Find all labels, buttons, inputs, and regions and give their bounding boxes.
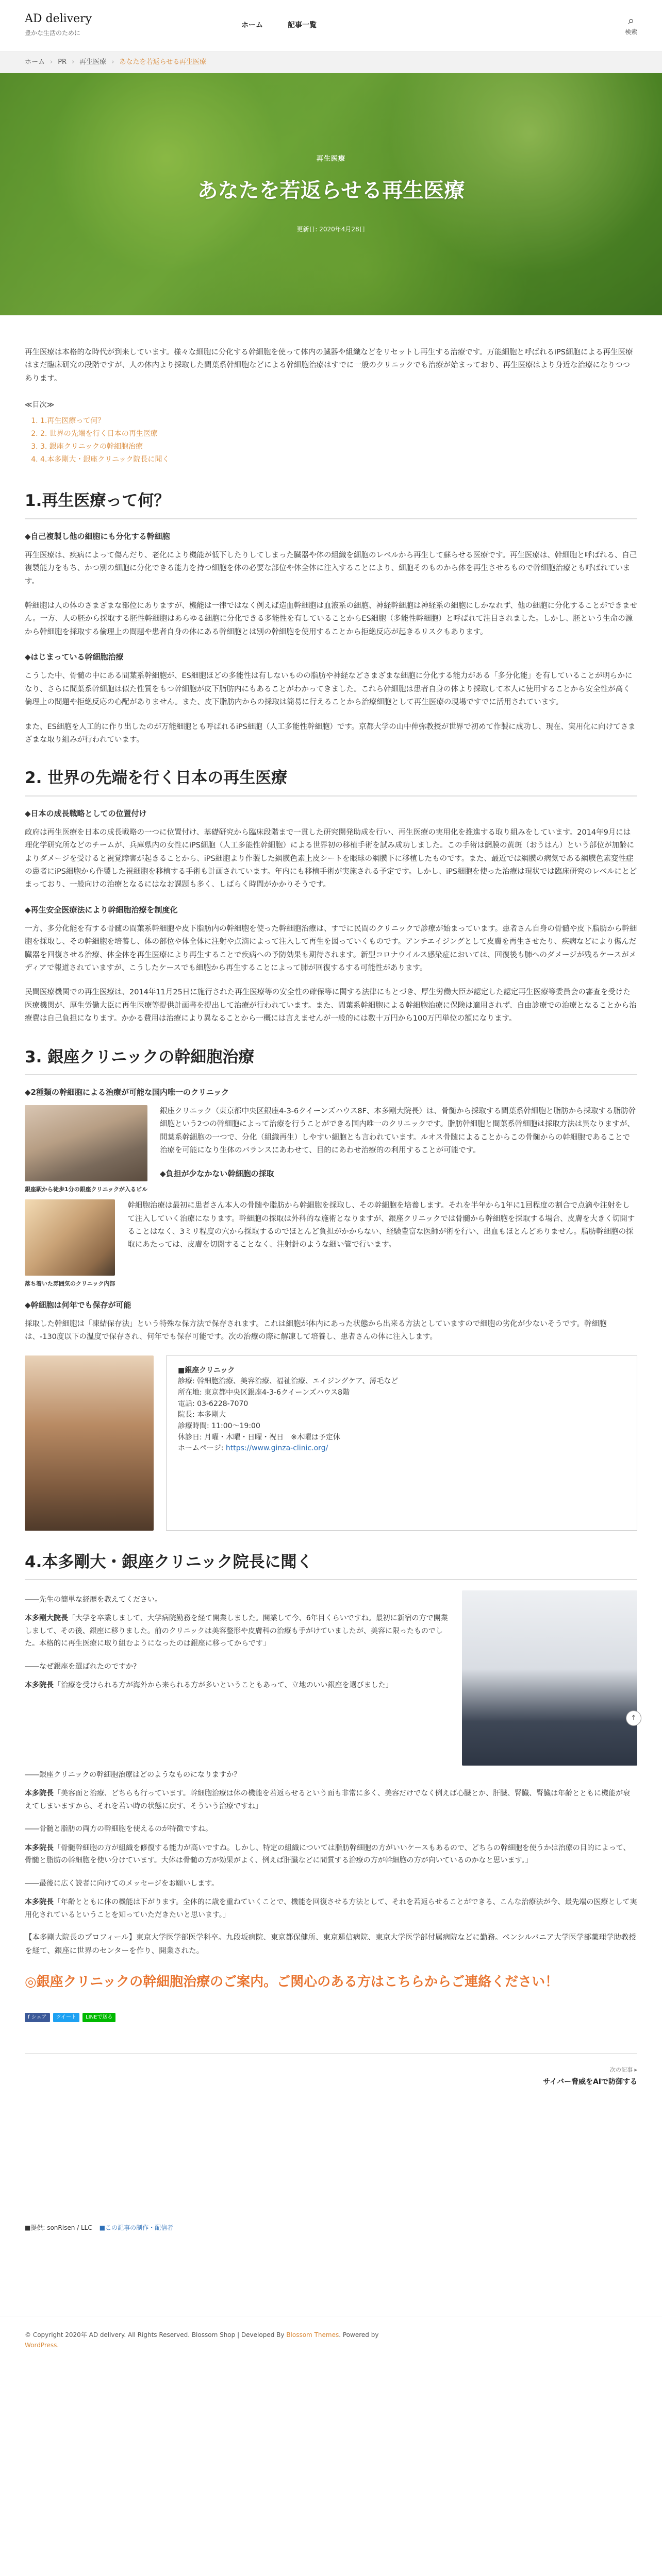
- breadcrumb-current: あなたを若返らせる再生医療: [119, 58, 207, 66]
- clinic-info-box: [166, 1355, 637, 1531]
- clinic-interior-photo: [25, 1199, 115, 1276]
- subheading: ◆幹細胞は何年でも保存が可能: [25, 1300, 131, 1310]
- clinic-room-photo: [25, 1355, 154, 1531]
- clinic-block: [25, 1199, 637, 1289]
- contact-cta-link[interactable]: ◎銀座クリニックの幹細胞治療のご案内。ご関心のある方はこちらからご連絡ください！: [25, 1974, 559, 1990]
- paragraph: 幹細胞は人の体のさまざまな部位にありますが、機能は一律ではなく例えば造血幹細胞は血液系の細胞、神経幹細胞は神経系の細胞にしかなれず、他の細胞に分化することができません。一方、人の胚から採取する胚性幹細胞はあらゆる細胞に分化できる多能性を有していることからES細胞（多能性幹細胞）と呼ばれて注目されました。しかし、胚という生命の源から幹細胞を採取する倫理上の問題や患者自身の体にある幹細胞とは別の幹細胞を使用することから拒絶反応が起きるリスクもあります。: [25, 602, 637, 636]
- footer-powered: . Powered by: [339, 2331, 379, 2338]
- subheading: ◆はじまっている幹細胞治療: [25, 652, 124, 662]
- toc-item[interactable]: 4. 4.本多剛大・銀座クリニック院長に聞く: [40, 453, 637, 466]
- director-profile: 【本多剛大院長のプロフィール】東京大学医学部医学科卒。九段坂病院、東京都保健所、東京逓信病院、東京大学医学部付属病院などに勤務。ペンシルバニア大学医学部薬理学助教授を経て、銀座に世界のセンターを作り、開業された。: [25, 1934, 636, 1955]
- paragraph: 幹細胞治療は最初に患者さん本人の骨髄や脂肪から幹細胞を採取し、その幹細胞を培養します。それを半年から1年に1回程度の割合で点滴や注射をして注入していく治療になります。幹細胞の採取は外科的な施術となりますが、銀座クリニックでは骨髄から幹細胞を採取する場合、皮膚を大きく切開することはなく、3ミリ程度の穴から採取するのでほとんど負担がかからない、経験豊富な医師が術を行い、出血もほとんどありません。脂肪幹細胞の採取にあたっては、皮膚を切開することなく、注射針のような細い管で行います。: [127, 1201, 635, 1249]
- site-header: [0, 0, 662, 52]
- paragraph: こうした中、骨髄の中にある間葉系幹細胞が、ES細胞ほどの多能性は有しないものの脂肪や神経などさまざまな細胞に分化する能力がある「多分化能」を有していることが明らかになり、さらに間葉系幹細胞は似た性質をもつ幹細胞が皮下脂肪内にもあることがわかってきました。これら幹細胞は患者自身の体より採取して本人に使用することから安全性が高く倫理上の問題や拒絶反応の心配がありません。また、皮下脂肪内からの採取は簡易に行えることから治療細胞として再生医療の現場ですでに活用されています。: [25, 672, 633, 707]
- next-post-link[interactable]: [25, 2053, 637, 2089]
- toc-title[interactable]: ≪目次≫: [25, 401, 55, 410]
- breadcrumb-separator: ›: [111, 58, 114, 66]
- brand: [25, 12, 210, 39]
- table-of-contents: [25, 399, 637, 466]
- toc-item[interactable]: 3. 3. 銀座クリニックの幹細胞治療: [40, 440, 637, 453]
- next-post-label: 次の記事 ▸: [609, 2066, 637, 2073]
- clinic-address: 所在地: 東京都中央区銀座4-3-6クイーンズハウス8階: [178, 1388, 350, 1397]
- hero-banner: [0, 73, 662, 315]
- site-title[interactable]: AD delivery: [25, 12, 92, 25]
- search-button[interactable]: [625, 15, 637, 38]
- clinic-services: 診療: 幹細胞治療、美容治療、福祉治療、エイジングケア、薄毛など: [178, 1377, 399, 1386]
- interview-answer: 本多院長「治療を受けられる方が海外から来られる方が多いということもあって、立地のいい銀座を選びました」: [25, 1681, 393, 1690]
- interview-question: ――銀座クリニックの幹細胞治療はどのようなものになりますか？: [25, 1770, 241, 1779]
- subheading: ◆負担が少なかない幹細胞の採取: [160, 1168, 274, 1178]
- photo-caption: 落ち着いた雰囲気のクリニック内部: [25, 1280, 115, 1287]
- clinic-building-photo: [25, 1105, 147, 1181]
- subheading: ◆日本の成長戦略としての位置付け: [25, 808, 147, 818]
- share-buttons: [25, 2013, 637, 2022]
- section-heading: 1.再生医療って何？: [25, 487, 637, 519]
- clinic-url-link[interactable]: https://www.ginza-clinic.org/: [225, 1444, 328, 1453]
- main-nav: [241, 19, 317, 32]
- clinic-info-row: [25, 1355, 637, 1531]
- interview-answer: 本多院長「美容面と治療、どちらも行っています。幹細胞治療は体の機能を若返らせるという面も非常に多く、美容だけでなく例えば心臓とか、肝臓、腎臓、腎臓は年齢とともに機能が衰えてしまいますから、それを若い時の状態に戻す、そういう治療ですね」: [25, 1789, 631, 1810]
- clinic-hours: 診療時間: 11:00〜19:00: [178, 1421, 260, 1430]
- toc-item[interactable]: 1. 1.再生医療って何？: [40, 415, 637, 428]
- paragraph: 一方、多分化能を有する骨髄の間葉系幹細胞や皮下脂肪内の幹細胞を使った幹細胞治療は、すでに民間のクリニックで診療が始まっています。患者さん自身の骨髄や皮下脂肪から幹細胞を採取し、その幹細胞を培養し、体の部位や体全体に注射や点滴によって注入して再生を図っていくものです。アンチエイジングとして皮膚を再生させたり、疾病などにより傷んだ臓器を回復させる治療、体全体を再生医療により再生することで疾病への予防効果も期待されます。新型コロナウイルス感染症においては、回復後も肺へのダメージが残るケースがメディアで報道されていますが、こうしたケースでも細胞から再生することによって肺が回復するする可能性があります。: [25, 924, 637, 972]
- paragraph: 民間医療機関での再生医療は、2014年11月25日に施行された再生医療等の安全性の確保等に関する法律にもとづき、厚生労働大臣が認定した認定再生医療等委員会の審査を受けた医療機関が、厚生労働大臣に再生医療等提供計画書を提出して治療が行われています。また、間葉系幹細胞による幹細胞治療に保険は適用されず、自由診療での治療となることから治療費は自己負担になります。かかる費用は治療により異なることから一概には言えませんが一般的には数十万円から100万円単位の額になります。: [25, 988, 637, 1023]
- breadcrumb-pr[interactable]: PR: [58, 58, 67, 66]
- intro-paragraph: 再生医療は本格的な時代が到来しています。様々な細胞に分化する幹細胞を使って体内の臓器や組織などをリセットし再生する治療です。万能細胞と呼ばれるiPS細胞による再生医療はまだ臨床研究の段階ですが、人の体内より採取した間葉系幹細胞などによる幹細胞治療はすでに一般のクリニックでも治療が始まっており、再生医療はより身近な治療になりつつあります。: [25, 348, 633, 383]
- interview-question: ――最後に広く読者に向けてのメッセージをお願いします。: [25, 1879, 219, 1888]
- page-title: あなたを若返らせる再生医療: [197, 178, 465, 202]
- back-to-top-button[interactable]: [626, 1710, 641, 1726]
- breadcrumb-category[interactable]: 再生医療: [79, 58, 107, 66]
- interview-question: ――先生の簡単な経歴を教えてください。: [25, 1595, 162, 1604]
- footer-wordpress-link[interactable]: WordPress.: [25, 2342, 59, 2349]
- interview-block: [25, 1590, 637, 1766]
- toc-item[interactable]: 2. 2. 世界の先端を行く日本の再生医療: [40, 428, 637, 440]
- director-portrait-photo: [462, 1590, 637, 1766]
- photo-caption: 銀座駅から徒歩1分の銀座クリニックが入るビル: [25, 1186, 147, 1193]
- clinic-director: 院長: 本多剛大: [178, 1411, 226, 1419]
- article-body: [25, 315, 637, 2089]
- next-post-title: サイバー脅威をAIで防御する: [543, 2078, 637, 2087]
- interview-answer: 本多院長「年齢とともに体の機能は下がります。全体的に歳を重ねていくことで、機能を回復させる方法として、それを若返らせることができる、こんな治療法が今、最先端の医療として実用化されているということを知っていただきたいと思います。」: [25, 1898, 637, 1919]
- twitter-share-button[interactable]: ツイート: [53, 2013, 80, 2022]
- paragraph: また、ES細胞を人工的に作り出したのが万能細胞とも呼ばれるiPS細胞（人工多能性幹細胞）です。京都大学の山中伸弥教授が世界で初めて作製に成功し、現在、実用化に向けてさまざまな取り組みが行われています。: [25, 722, 636, 744]
- paragraph: 政府は再生医療を日本の成長戦略の一つに位置付け、基礎研究から臨床段階まで一貫した研究開発助成を行い、再生医療の実用化を推進する取り組みをしています。2014年9月には理化学研究所などのチームが、兵庫県内の女性にiPS細胞（人工多能性幹細胞）による世界初の移植手術を試み成功しました。この手術は網膜の黄斑（おうはん）という部位が加齢によりダメージを受けると視覚障害が起きることから、iPS細胞より作製した網膜色素上皮シートを眼球の網膜下に移植したものです。また、最近では網膜の病気である網膜色素変性症の患者にiPS細胞から作製した視細胞を移植する手術も計画されています。年内にも移植手術が実施される予定です。しかし、iPS細胞を使った治療は現状では臨床研究のレベルにとどまっており、一般向けの治療となるにはなお課題も多く、しばらく時間がかかりそうです。: [25, 828, 637, 889]
- sponsor-tag[interactable]: ■この記事の制作・配信者: [99, 2224, 174, 2231]
- subheading: ◆自己複製し他の細胞にも分化する幹細胞: [25, 531, 170, 541]
- breadcrumb-separator: ›: [50, 58, 53, 66]
- search-label: 検索: [624, 28, 637, 36]
- interview-answer: 本多院長「骨髄幹細胞の方が組織を修復する能力が高いですね。しかし、特定の組織については脂肪幹細胞の方がいいケースもあるので、どちらの幹細胞を使うかは治療の目的によって、骨髄と脂肪の幹細胞を使い分けています。大体は骨髄の方が効果がよく、例えば肝臓などに間質する治療の方が幹細胞の方が向いているのかなと思います。」: [25, 1843, 631, 1865]
- nav-home[interactable]: ホーム: [241, 21, 263, 30]
- facebook-share-button[interactable]: f シェア: [25, 2013, 50, 2022]
- clinic-block: [25, 1105, 637, 1194]
- paragraph: 再生医療は、疾病によって傷んだり、老化により機能が低下したりしてしまった臓器や体の組織を細胞のレベルから再生して蘇らせる医療です。再生医療は、幹細胞と呼ばれる、自己複製能力をもち、かつ別の細胞に分化できる能力を持つ細胞を体の必要な部位や体全体に注入することにより、細胞そのものから体を再生させるもので幹細胞治療とも呼ばれています。: [25, 551, 637, 586]
- arrow-up-icon: ↑: [631, 1714, 637, 1722]
- paragraph: 採取した幹細胞は「凍結保存法」という特殊な保方法で保存されます。これは細胞が体内にあった状態から出来る方法としていますので細胞の劣化が少ないそうです。幹細胞は、-130度以下の温度で保存され、何年でも保存可能です。次の治療の際に解凍して培養し、患者さんの体に注入します。: [25, 1319, 607, 1342]
- sponsor-label: ■提供: sonRisen / LLC: [25, 2224, 92, 2231]
- line-share-button[interactable]: LINEで送る: [82, 2013, 115, 2022]
- footer-theme-link[interactable]: Blossom Themes: [286, 2331, 339, 2338]
- interview-question: ――なぜ銀座を選ばれたのですか?: [25, 1662, 137, 1671]
- nav-article-list[interactable]: 記事一覧: [288, 21, 317, 30]
- hero-category[interactable]: 再生医療: [316, 155, 345, 163]
- breadcrumb-home[interactable]: ホーム: [25, 58, 45, 66]
- clinic-tel: 電話: 03-6228-7070: [178, 1399, 249, 1408]
- clinic-homepage: ホームページ: https://www.ginza-clinic.org/: [178, 1444, 328, 1453]
- site-tagline: 豊かな生活のために: [25, 29, 81, 37]
- paragraph: 銀座クリニック（東京都中央区銀座4-3-6クイーンズハウス8F、本多剛大院長）は、骨髄から採取する間葉系幹細胞と脂肪から採取する脂肪幹細胞という2つの幹細胞によって治療を行うことができる国内唯一のクリニックです。脂肪幹細胞と間葉系幹細胞は採取方法は異なりますが、間葉系幹細胞の一つで、分化（組織再生）しやすい細胞とも言われています。ルオス骨髄によることからこの骨髄からの幹細胞であることで治療を可能になり生体のバランスにあわせて、目的にあわせ治療的の利用することが可能です。: [160, 1107, 636, 1155]
- section-heading: 3. 銀座クリニックの幹細胞治療: [25, 1043, 637, 1075]
- clinic-name: ■銀座クリニック: [178, 1366, 235, 1375]
- subheading: ◆2種類の幹細胞による治療が可能な国内唯一のクリニック: [25, 1087, 229, 1097]
- footer-copyright: © Copyright 2020年 AD delivery. All Rights Reserved. Blossom Shop | Developed By: [25, 2331, 285, 2338]
- clinic-closed: 休診日: 月曜・木曜・日曜・祝日 ※木曜は予定休: [178, 1433, 340, 1442]
- subheading: ◆再生安全医療法により幹細胞治療を制度化: [25, 905, 178, 914]
- breadcrumb-separator: ›: [72, 58, 75, 66]
- section-heading: 4.本多剛大・銀座クリニック院長に聞く: [25, 1548, 637, 1580]
- section-heading: 2. 世界の先端を行く日本の再生医療: [25, 764, 637, 796]
- updated-date: 更新日: 2020年4月28日: [296, 225, 366, 233]
- sponsor-line: [25, 2223, 637, 2233]
- interview-question: ――骨髄と脂肪の両方の幹細胞を使えるのが特徴ですね。: [25, 1825, 212, 1834]
- breadcrumb: [0, 52, 662, 73]
- search-icon: ⌕: [627, 14, 635, 27]
- interview-answer: 本多剛大院長「大学を卒業しまして、大学病院勤務を経て開業しました。開業して今、6年目くらいですね。最初に新宿の方で開業しまして、その後、銀座に移りました。前のクリニックは美容整形や皮膚科の治療も手がけていましたが、美容に限ったものでした。本格的に再生医療に取り組むようになったのは銀座に移ってからです」: [25, 1614, 448, 1648]
- site-footer: [0, 2316, 662, 2371]
